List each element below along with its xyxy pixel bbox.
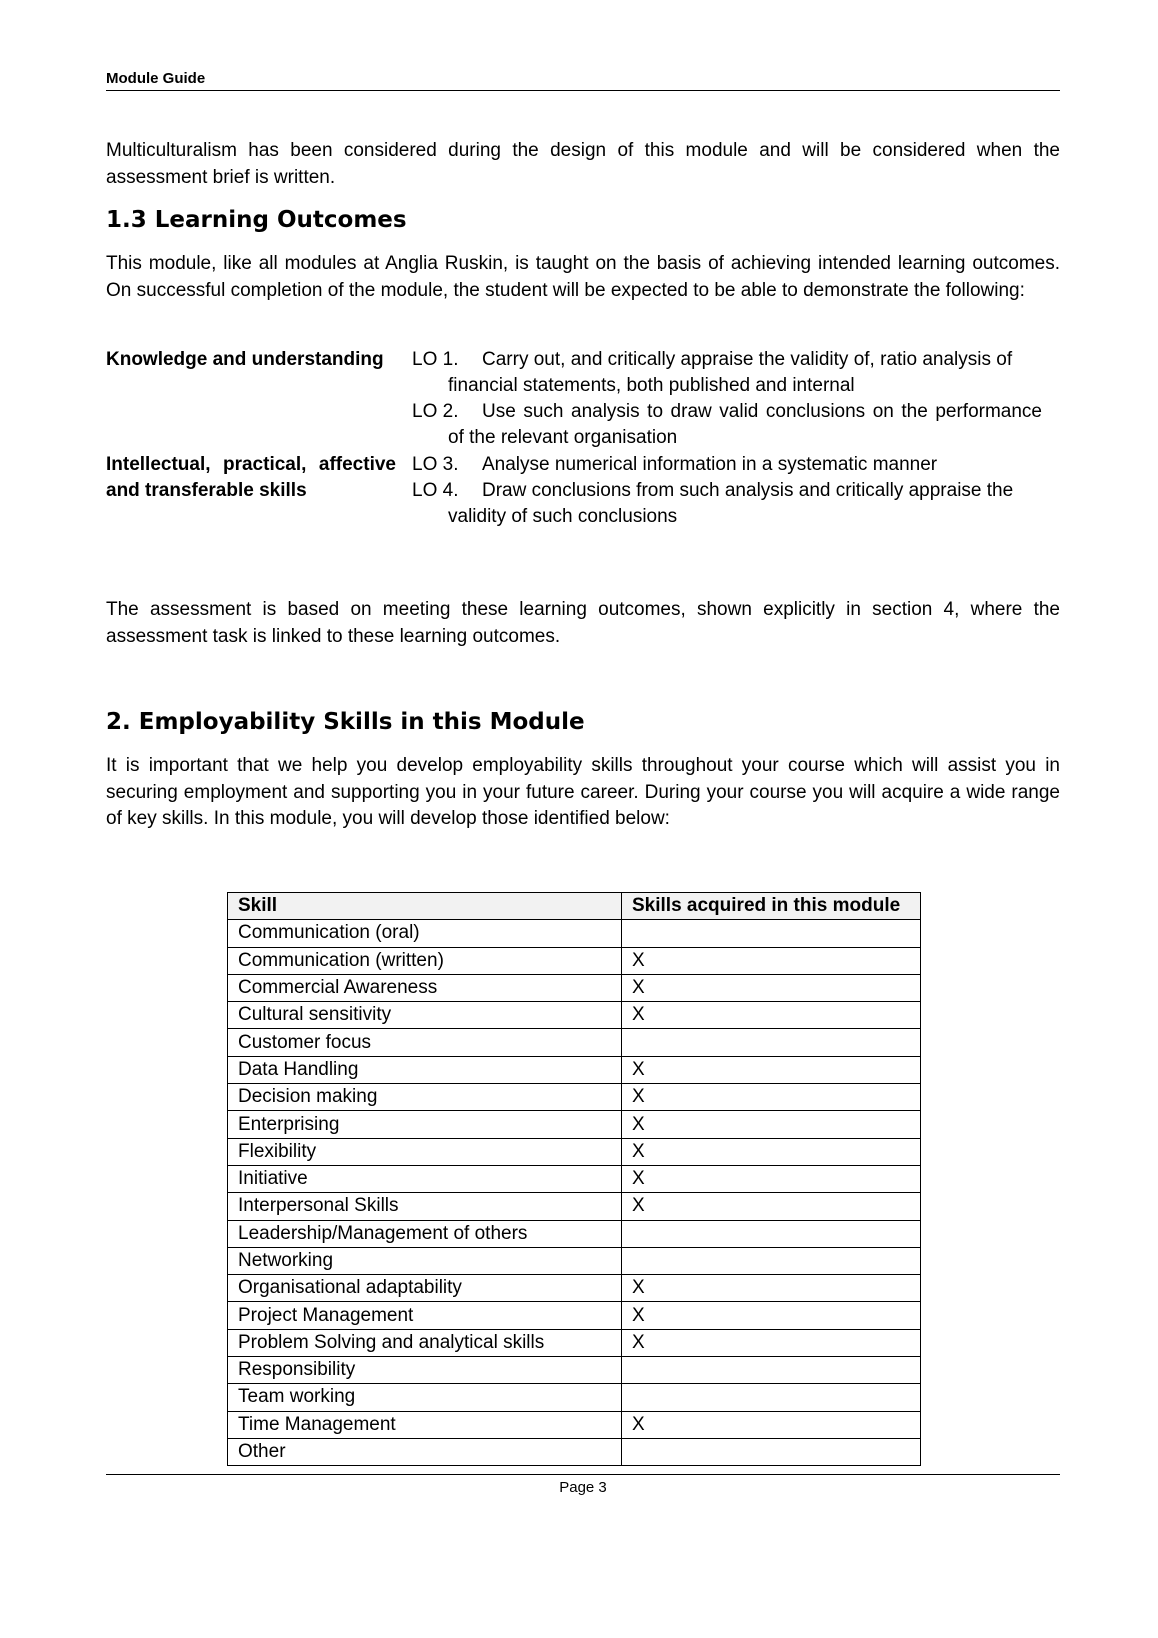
skill-cell: Communication (oral): [228, 920, 622, 947]
skill-cell: Responsibility: [228, 1357, 622, 1384]
skill-cell: Networking: [228, 1247, 622, 1274]
skill-cell: Flexibility: [228, 1138, 622, 1165]
category-intellectual-skills: Intellectual, practical, affective and transferable skills: [106, 454, 396, 501]
learning-outcome-3: [412, 452, 1042, 478]
table-row: [228, 1411, 921, 1438]
table-row: [228, 1056, 921, 1083]
lo-label: LO 1.: [412, 349, 459, 370]
skill-cell: Cultural sensitivity: [228, 1002, 622, 1029]
acquired-cell: X: [622, 1329, 921, 1356]
header-title: Module Guide: [106, 70, 206, 87]
skill-cell: Project Management: [228, 1302, 622, 1329]
acquired-cell: X: [622, 1165, 921, 1192]
learning-outcome-1: [412, 347, 1042, 399]
table-row: [228, 1220, 921, 1247]
learning-outcome-4: [412, 478, 1042, 530]
acquired-cell: X: [622, 1002, 921, 1029]
learning-outcomes-heading: 1.3 Learning Outcomes: [106, 207, 407, 233]
table-row: [228, 1002, 921, 1029]
table-row: [228, 974, 921, 1001]
page-header: [106, 70, 1060, 91]
table-row: [228, 1029, 921, 1056]
acquired-cell: X: [622, 974, 921, 1001]
skill-cell: Problem Solving and analytical skills: [228, 1329, 622, 1356]
acquired-cell: X: [622, 1302, 921, 1329]
table-row: [228, 1165, 921, 1192]
table-row: [228, 1247, 921, 1274]
acquired-cell: X: [622, 1111, 921, 1138]
skill-cell: Enterprising: [228, 1111, 622, 1138]
learning-outcome-2: [412, 399, 1042, 451]
acquired-cell: X: [622, 1411, 921, 1438]
page-number: Page 3: [559, 1479, 607, 1496]
acquired-cell: [622, 920, 921, 947]
skill-cell: Leadership/Management of others: [228, 1220, 622, 1247]
acquired-cell: [622, 1247, 921, 1274]
skill-cell: Communication (written): [228, 947, 622, 974]
skill-cell: Decision making: [228, 1084, 622, 1111]
table-row: [228, 1329, 921, 1356]
table-row: [228, 1357, 921, 1384]
acquired-cell: [622, 1384, 921, 1411]
skills-table: [227, 892, 921, 1466]
header-skill: Skill: [228, 893, 622, 920]
table-row: [228, 1275, 921, 1302]
table-row: [228, 947, 921, 974]
table-row: [228, 1084, 921, 1111]
lo-text: Analyse numerical information in a systematic manner: [482, 454, 938, 475]
skill-cell: Interpersonal Skills: [228, 1193, 622, 1220]
skill-cell: Other: [228, 1438, 622, 1465]
acquired-cell: X: [622, 1193, 921, 1220]
skill-cell: Organisational adaptability: [228, 1275, 622, 1302]
lo-label: LO 2.: [412, 401, 459, 422]
lo-label: LO 3.: [412, 454, 459, 475]
employability-heading: 2. Employability Skills in this Module: [106, 709, 585, 735]
table-row: [228, 1384, 921, 1411]
acquired-cell: [622, 1438, 921, 1465]
employability-intro: It is important that we help you develop employability skills throughout your course which will assist you in securing employment and supporting you in your future career. During your course you will acquire a wide range of key skills. In this module, you will develop those identified below:: [106, 755, 1060, 829]
table-row: [228, 1193, 921, 1220]
acquired-cell: X: [622, 947, 921, 974]
lo-text: Use such analysis to draw valid conclusions on the performance of the relevant organisation: [448, 401, 1042, 448]
table-row: [228, 1438, 921, 1465]
table-row: [228, 1111, 921, 1138]
table-row: [228, 1138, 921, 1165]
skill-cell: Data Handling: [228, 1056, 622, 1083]
skill-cell: Team working: [228, 1384, 622, 1411]
lo-text: Draw conclusions from such analysis and critically appraise the validity of such conclusions: [448, 480, 1014, 527]
skill-cell: Initiative: [228, 1165, 622, 1192]
table-header-row: [228, 893, 921, 920]
multiculturalism-paragraph: Multiculturalism has been considered during the design of this module and will be considered when the assessment brief is written.: [106, 140, 1060, 188]
acquired-cell: X: [622, 1138, 921, 1165]
category-knowledge: Knowledge and understanding: [106, 349, 384, 370]
table-row: [228, 1302, 921, 1329]
acquired-cell: X: [622, 1056, 921, 1083]
page-footer: [106, 1474, 1060, 1496]
lo-label: LO 4.: [412, 480, 459, 501]
lo-text: Carry out, and critically appraise the validity of, ratio analysis of financial statements, both published and internal: [448, 349, 1013, 396]
acquired-cell: X: [622, 1084, 921, 1111]
acquired-cell: X: [622, 1275, 921, 1302]
assessment-note: The assessment is based on meeting these learning outcomes, shown explicitly in section 4, where the assessment task is linked to these learning outcomes.: [106, 599, 1060, 647]
acquired-cell: [622, 1357, 921, 1384]
learning-outcomes-intro: This module, like all modules at Anglia Ruskin, is taught on the basis of achieving intended learning outcomes. On successful completion of the module, the student will be expected to be able to demonstrate the following:: [106, 253, 1060, 301]
skill-cell: Commercial Awareness: [228, 974, 622, 1001]
acquired-cell: [622, 1220, 921, 1247]
skill-cell: Customer focus: [228, 1029, 622, 1056]
acquired-cell: [622, 1029, 921, 1056]
table-row: [228, 920, 921, 947]
header-acquired: Skills acquired in this module: [622, 893, 921, 920]
skill-cell: Time Management: [228, 1411, 622, 1438]
